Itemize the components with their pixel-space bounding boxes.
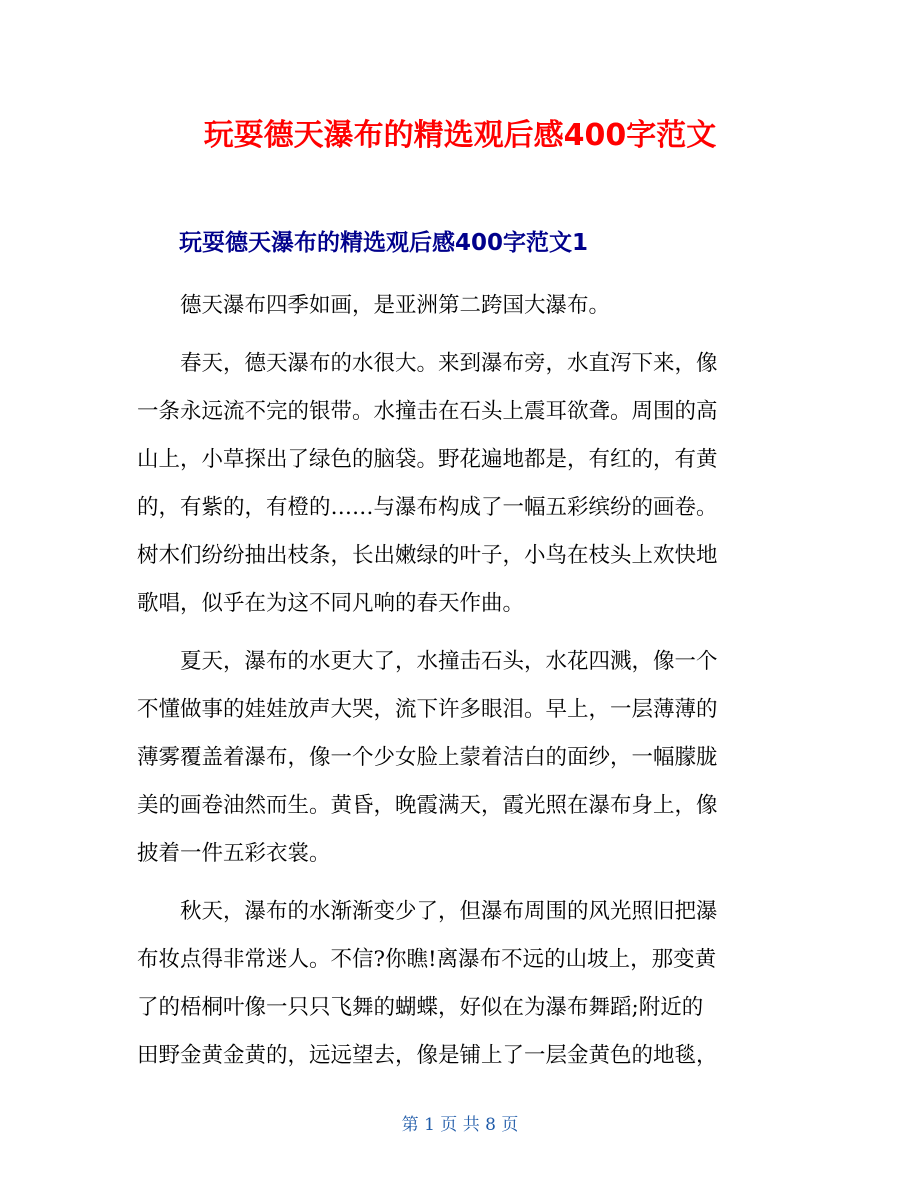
text-line: 秋天，瀑布的水渐渐变少了，但瀑布周围的风光照旧把瀑	[180, 899, 718, 924]
section-heading: 玩耍德天瀑布的精选观后感400字范文1	[179, 230, 589, 256]
text-line: 美的画卷油然而生。黄昏，晚霞满天，霞光照在瀑布身上，像	[137, 793, 718, 818]
paragraph-1	[137, 282, 787, 330]
paragraph-2	[137, 340, 787, 628]
text-line: 歌唱，似乎在为这不同凡响的春天作曲。	[137, 591, 525, 616]
text-line: 薄雾覆盖着瀑布，像一个少女脸上蒙着洁白的面纱，一幅朦胧	[137, 745, 718, 770]
text-line: 春天，德天瀑布的水很大。来到瀑布旁，水直泻下来，像	[180, 351, 718, 376]
text-line: 夏天，瀑布的水更大了，水撞击石头，水花四溅，像一个	[180, 649, 718, 674]
document-title: 玩耍德天瀑布的精选观后感400字范文	[203, 118, 717, 153]
document-body	[137, 282, 787, 1080]
text-line: 不懂做事的娃娃放声大哭，流下许多眼泪。早上，一层薄薄的	[137, 697, 718, 722]
page-footer: 第 1 页 共 8 页	[401, 1115, 519, 1135]
text-line: 田野金黄金黄的，远远望去，像是铺上了一层金黄色的地毯，	[137, 1043, 718, 1068]
text-line: 德天瀑布四季如画，是亚洲第二跨国大瀑布。	[180, 293, 611, 318]
text-line: 山上，小草探出了绿色的脑袋。野花遍地都是，有红的，有黄	[137, 447, 718, 472]
text-line: 树木们纷纷抽出枝条，长出嫩绿的叶子，小鸟在枝头上欢快地	[137, 543, 718, 568]
paragraph-4	[137, 888, 787, 1080]
text-line: 的，有紫的，有橙的……与瀑布构成了一幅五彩缤纷的画卷。	[137, 495, 718, 520]
text-line: 了的梧桐叶像一只只飞舞的蝴蝶，好似在为瀑布舞蹈;附近的	[137, 995, 704, 1020]
text-line: 一条永远流不完的银带。水撞击在石头上震耳欲聋。周围的高	[137, 399, 718, 424]
text-line: 布妆点得非常迷人。不信?你瞧!离瀑布不远的山坡上，那变黄	[137, 947, 717, 972]
text-line: 披着一件五彩衣裳。	[137, 841, 331, 866]
paragraph-3	[137, 638, 787, 878]
